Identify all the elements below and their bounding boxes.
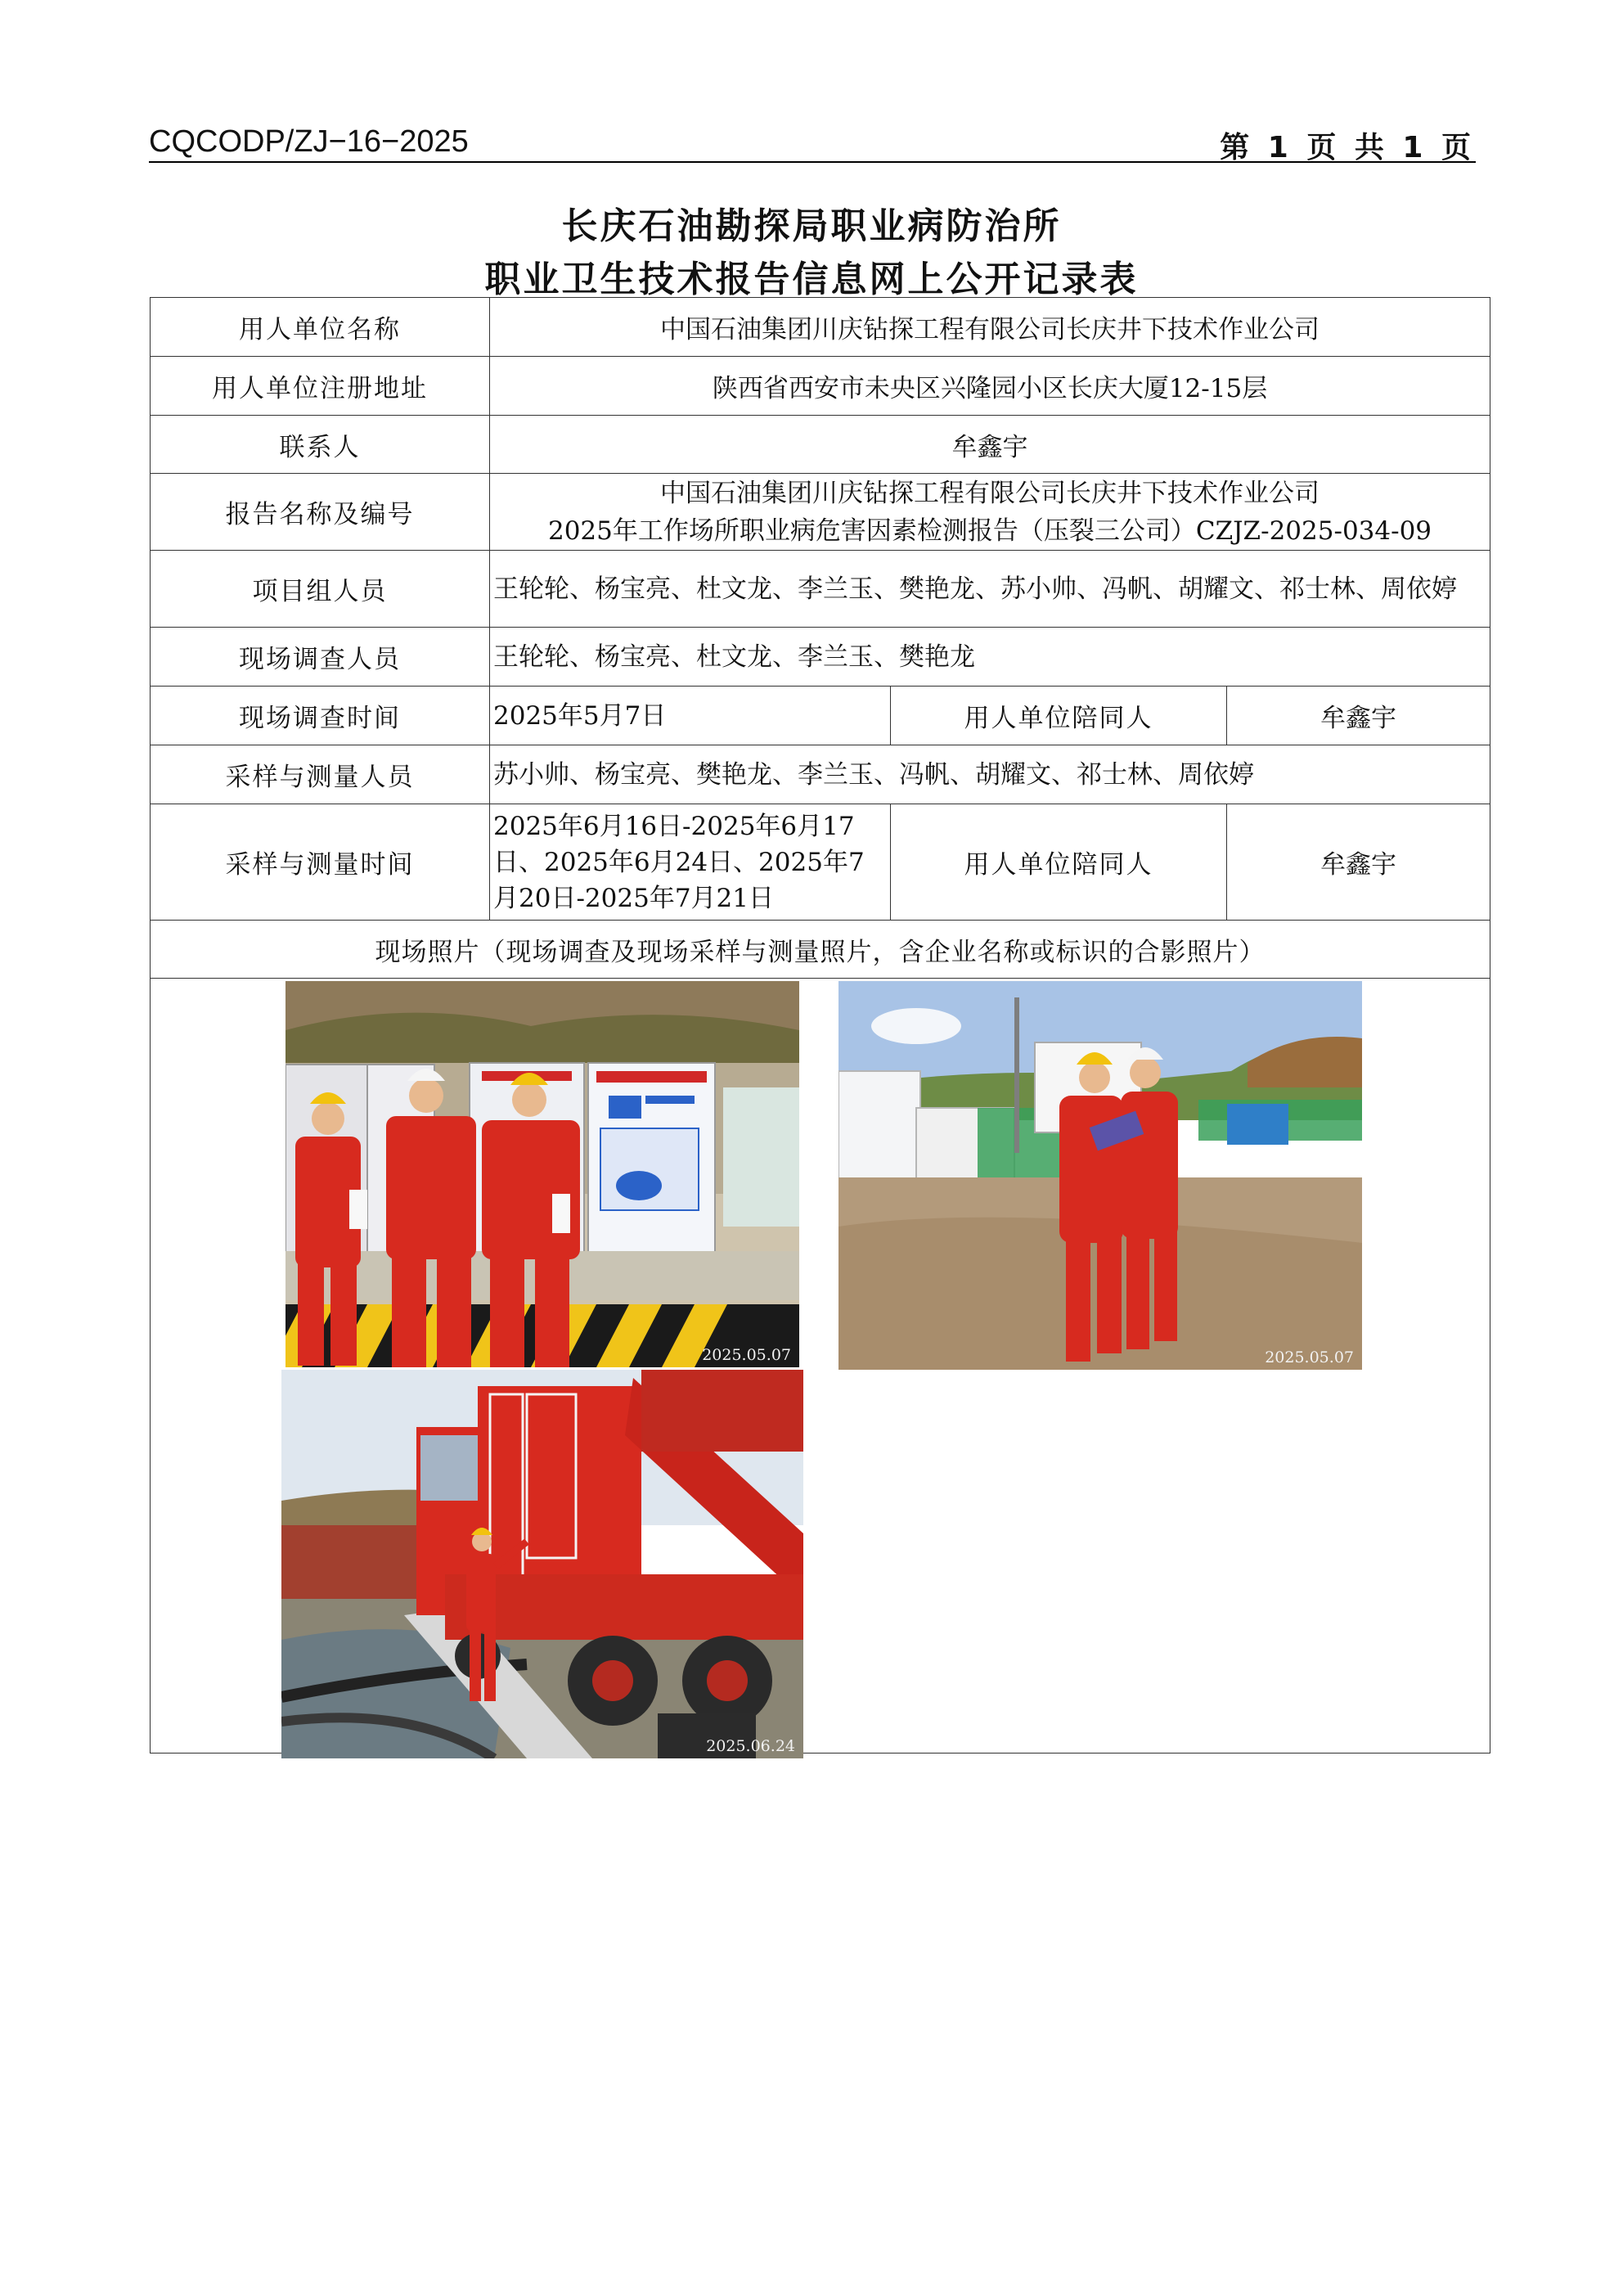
project-team-label: 项目组人员 — [151, 551, 490, 628]
institution-title: 长庆石油勘探局职业病防治所 — [561, 205, 1062, 247]
employer-address-value: 陕西省西安市未央区兴隆园小区长庆大厦12-15层 — [490, 357, 1490, 416]
sampling-staff-value: 苏小帅、杨宝亮、樊艳龙、李兰玉、冯帆、胡耀文、祁士林、周依婷 — [490, 745, 1490, 804]
survey-staff-label: 现场调查人员 — [151, 628, 490, 687]
photos-cell — [151, 979, 1490, 1754]
photos-header: 现场照片（现场调查及现场采样与测量照片，含企业名称或标识的合影照片） — [151, 921, 1490, 979]
survey-escort-value: 牟鑫宇 — [1227, 687, 1490, 745]
employer-address-label: 用人单位注册地址 — [151, 357, 490, 416]
sampling-time-value: 2025年6月16日-2025年6月17日、2025年6月24日、2025年7月20日-2025年7月21日 — [490, 804, 891, 921]
site-photo-sampling — [281, 1370, 803, 1758]
sampling-photo-image — [281, 1370, 803, 1758]
sampling-time-label: 采样与测量时间 — [151, 804, 490, 921]
row-survey-time — [151, 687, 1490, 745]
header-divider — [149, 161, 1476, 163]
sampling-staff-label: 采样与测量人员 — [151, 745, 490, 804]
row-contact — [151, 416, 1490, 474]
row-photos-header — [151, 921, 1490, 979]
page-info: 第 1 页 共 1 页 — [1220, 131, 1471, 164]
report-label: 报告名称及编号 — [151, 474, 490, 551]
report-name-line1: 中国石油集团川庆钻探工程有限公司长庆井下技术作业公司 — [660, 478, 1320, 508]
row-project-team — [151, 551, 1490, 628]
row-sampling-staff — [151, 745, 1490, 804]
site-photo-group — [285, 981, 799, 1367]
report-value — [490, 474, 1490, 551]
contact-value: 牟鑫宇 — [490, 416, 1490, 474]
row-survey-staff — [151, 628, 1490, 687]
survey-photo-image — [838, 981, 1362, 1370]
group-photo-image — [285, 981, 799, 1367]
row-employer-name — [151, 298, 1490, 357]
survey-escort-label: 用人单位陪同人 — [891, 687, 1227, 745]
employer-name-value: 中国石油集团川庆钻探工程有限公司长庆井下技术作业公司 — [490, 298, 1490, 357]
contact-label: 联系人 — [151, 416, 490, 474]
document-code: CQCODP/ZJ−16−2025 — [149, 124, 469, 159]
photo-date-stamp: 2025.06.24 — [706, 1737, 795, 1755]
site-photo-survey — [838, 981, 1362, 1370]
record-table — [150, 297, 1490, 1754]
employer-name-label: 用人单位名称 — [151, 298, 490, 357]
row-employer-address — [151, 357, 1490, 416]
row-sampling-time — [151, 804, 1490, 921]
survey-time-value: 2025年5月7日 — [490, 687, 891, 745]
project-team-value: 王轮轮、杨宝亮、杜文龙、李兰玉、樊艳龙、苏小帅、冯帆、胡耀文、祁士林、周依婷 — [490, 551, 1490, 628]
row-photos — [151, 979, 1490, 1754]
report-name-line2: 2025年工作场所职业病危害因素检测报告（压裂三公司）CZJZ-2025-034-09 — [547, 515, 1432, 546]
sampling-escort-value: 牟鑫宇 — [1227, 804, 1490, 921]
sampling-escort-label: 用人单位陪同人 — [891, 804, 1227, 921]
form-title: 职业卫生技术报告信息网上公开记录表 — [484, 259, 1139, 300]
survey-staff-value: 王轮轮、杨宝亮、杜文龙、李兰玉、樊艳龙 — [490, 628, 1490, 687]
row-report — [151, 474, 1490, 551]
survey-time-label: 现场调查时间 — [151, 687, 490, 745]
photo-date-stamp: 2025.05.07 — [702, 1346, 791, 1364]
photo-date-stamp: 2025.05.07 — [1265, 1348, 1354, 1366]
